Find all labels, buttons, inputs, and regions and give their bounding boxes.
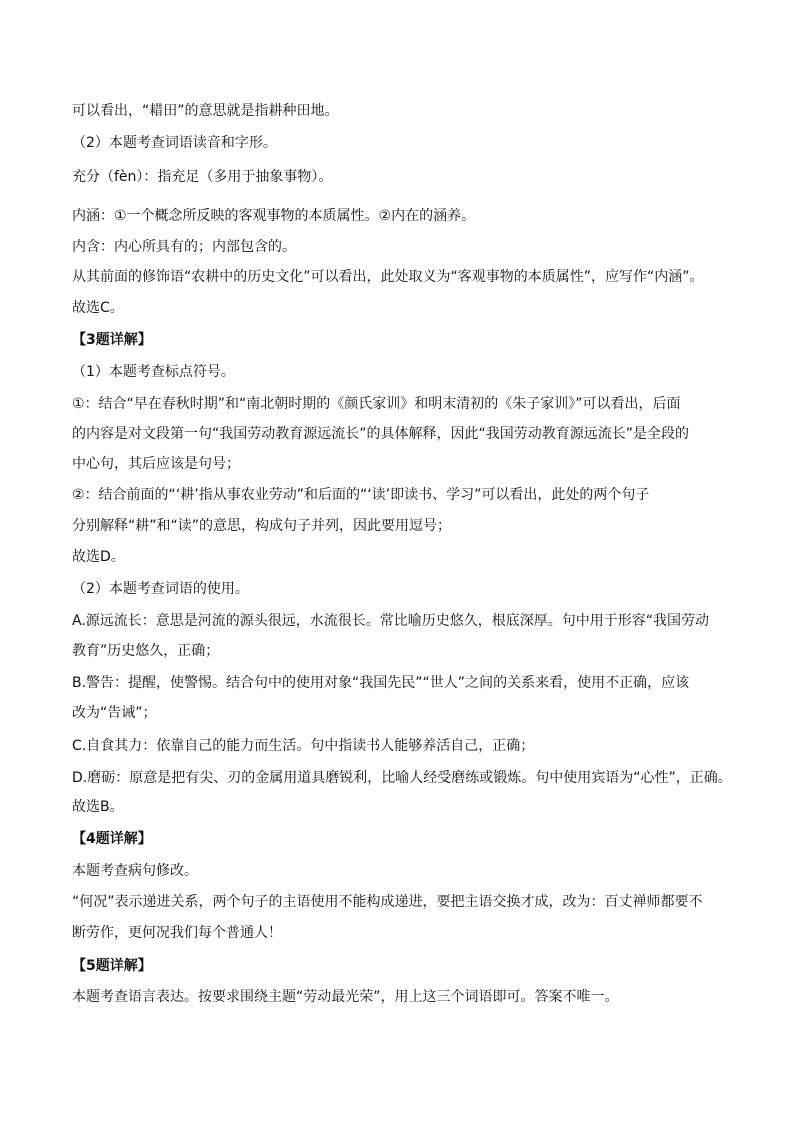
text-line: 中心句，其后应该是句号；: [72, 456, 240, 472]
section-heading: 【4题详解】: [72, 831, 152, 847]
text-line: （2）本题考查词语读音和字形。: [72, 135, 277, 151]
text-line: 分别解释“耕”和“读”的意思，构成句子并列，因此要用逗号；: [72, 518, 452, 534]
text-line: 本题考查病句修改。: [72, 863, 198, 879]
text-line: 充分（fèn）：指充足（多用于抽象事物）。: [72, 169, 333, 185]
text-line: B.警告：提醒，使警惕。结合句中的使用对象“我国先民”“世人”之间的关系来看，使用不正确，应该: [72, 675, 690, 691]
text-line: ②：结合前面的“‘耕’指从事农业劳动”和后面的“‘读’即读书、学习”可以看出，此处的两个句子: [72, 487, 650, 503]
text-line: A.源远流长：意思是河流的源头很远，水流很长。常比喻历史悠久，根底深厚。句中用于形容“我国劳动: [72, 613, 710, 629]
section-heading: 【3题详解】: [72, 332, 152, 348]
text-line: 故选C。: [72, 300, 124, 316]
text-line: （2）本题考查词语的使用。: [72, 581, 249, 597]
text-line: 内含：内心所具有的；内部包含的。: [72, 239, 296, 255]
text-line: C.自食其力：依靠自己的能力而生活。句中指读书人能够养活自己，正确；: [72, 738, 535, 754]
text-line: 从其前面的修饰语“农耕中的历史文化”可以看出，此处取义为“客观事物的本质属性”，应写作“内涵”。: [72, 269, 704, 285]
text-line: 改为“告诫”；: [72, 705, 157, 721]
text-line: D.磨砺：原意是把有尖、刃的金属用道具磨锐利，比喻人经受磨练或锻炼。句中使用宾语为“心性”，正确。: [72, 770, 732, 786]
text-line: “何况”表示递进关系，两个句子的主语使用不能构成递进，要把主语交换才成，改为：百丈禅师都要不: [72, 894, 703, 910]
text-line: 断劳作，更何况我们每个普通人！: [72, 925, 282, 941]
text-line: 的内容是对文段第一句“我国劳动教育源远流长”的具体解释，因此“我国劳动教育源远流长”是全段的: [72, 426, 690, 442]
text-line: 内涵：①一个概念所反映的客观事物的本质属性。②内在的涵养。: [72, 208, 476, 224]
text-line: 故选B。: [72, 799, 124, 815]
text-line: 故选D。: [72, 549, 125, 565]
text-line: ①：结合“早在春秋时期”和“南北朝时期的《颜氏家训》和明末清初的《朱子家训》”可以看出，后面: [72, 396, 681, 412]
text-line: 本题考查语言表达。按要求围绕主题“劳动最光荣”，用上这三个词语即可。答案不唯一。: [72, 989, 619, 1005]
text-line: 可以看出，“耤田”的意思就是指耕种田地。: [72, 103, 339, 119]
text-line: （1）本题考查标点符号。: [72, 364, 235, 380]
text-line: 教育”历史悠久，正确；: [72, 643, 220, 659]
section-heading: 【5题详解】: [72, 958, 152, 974]
